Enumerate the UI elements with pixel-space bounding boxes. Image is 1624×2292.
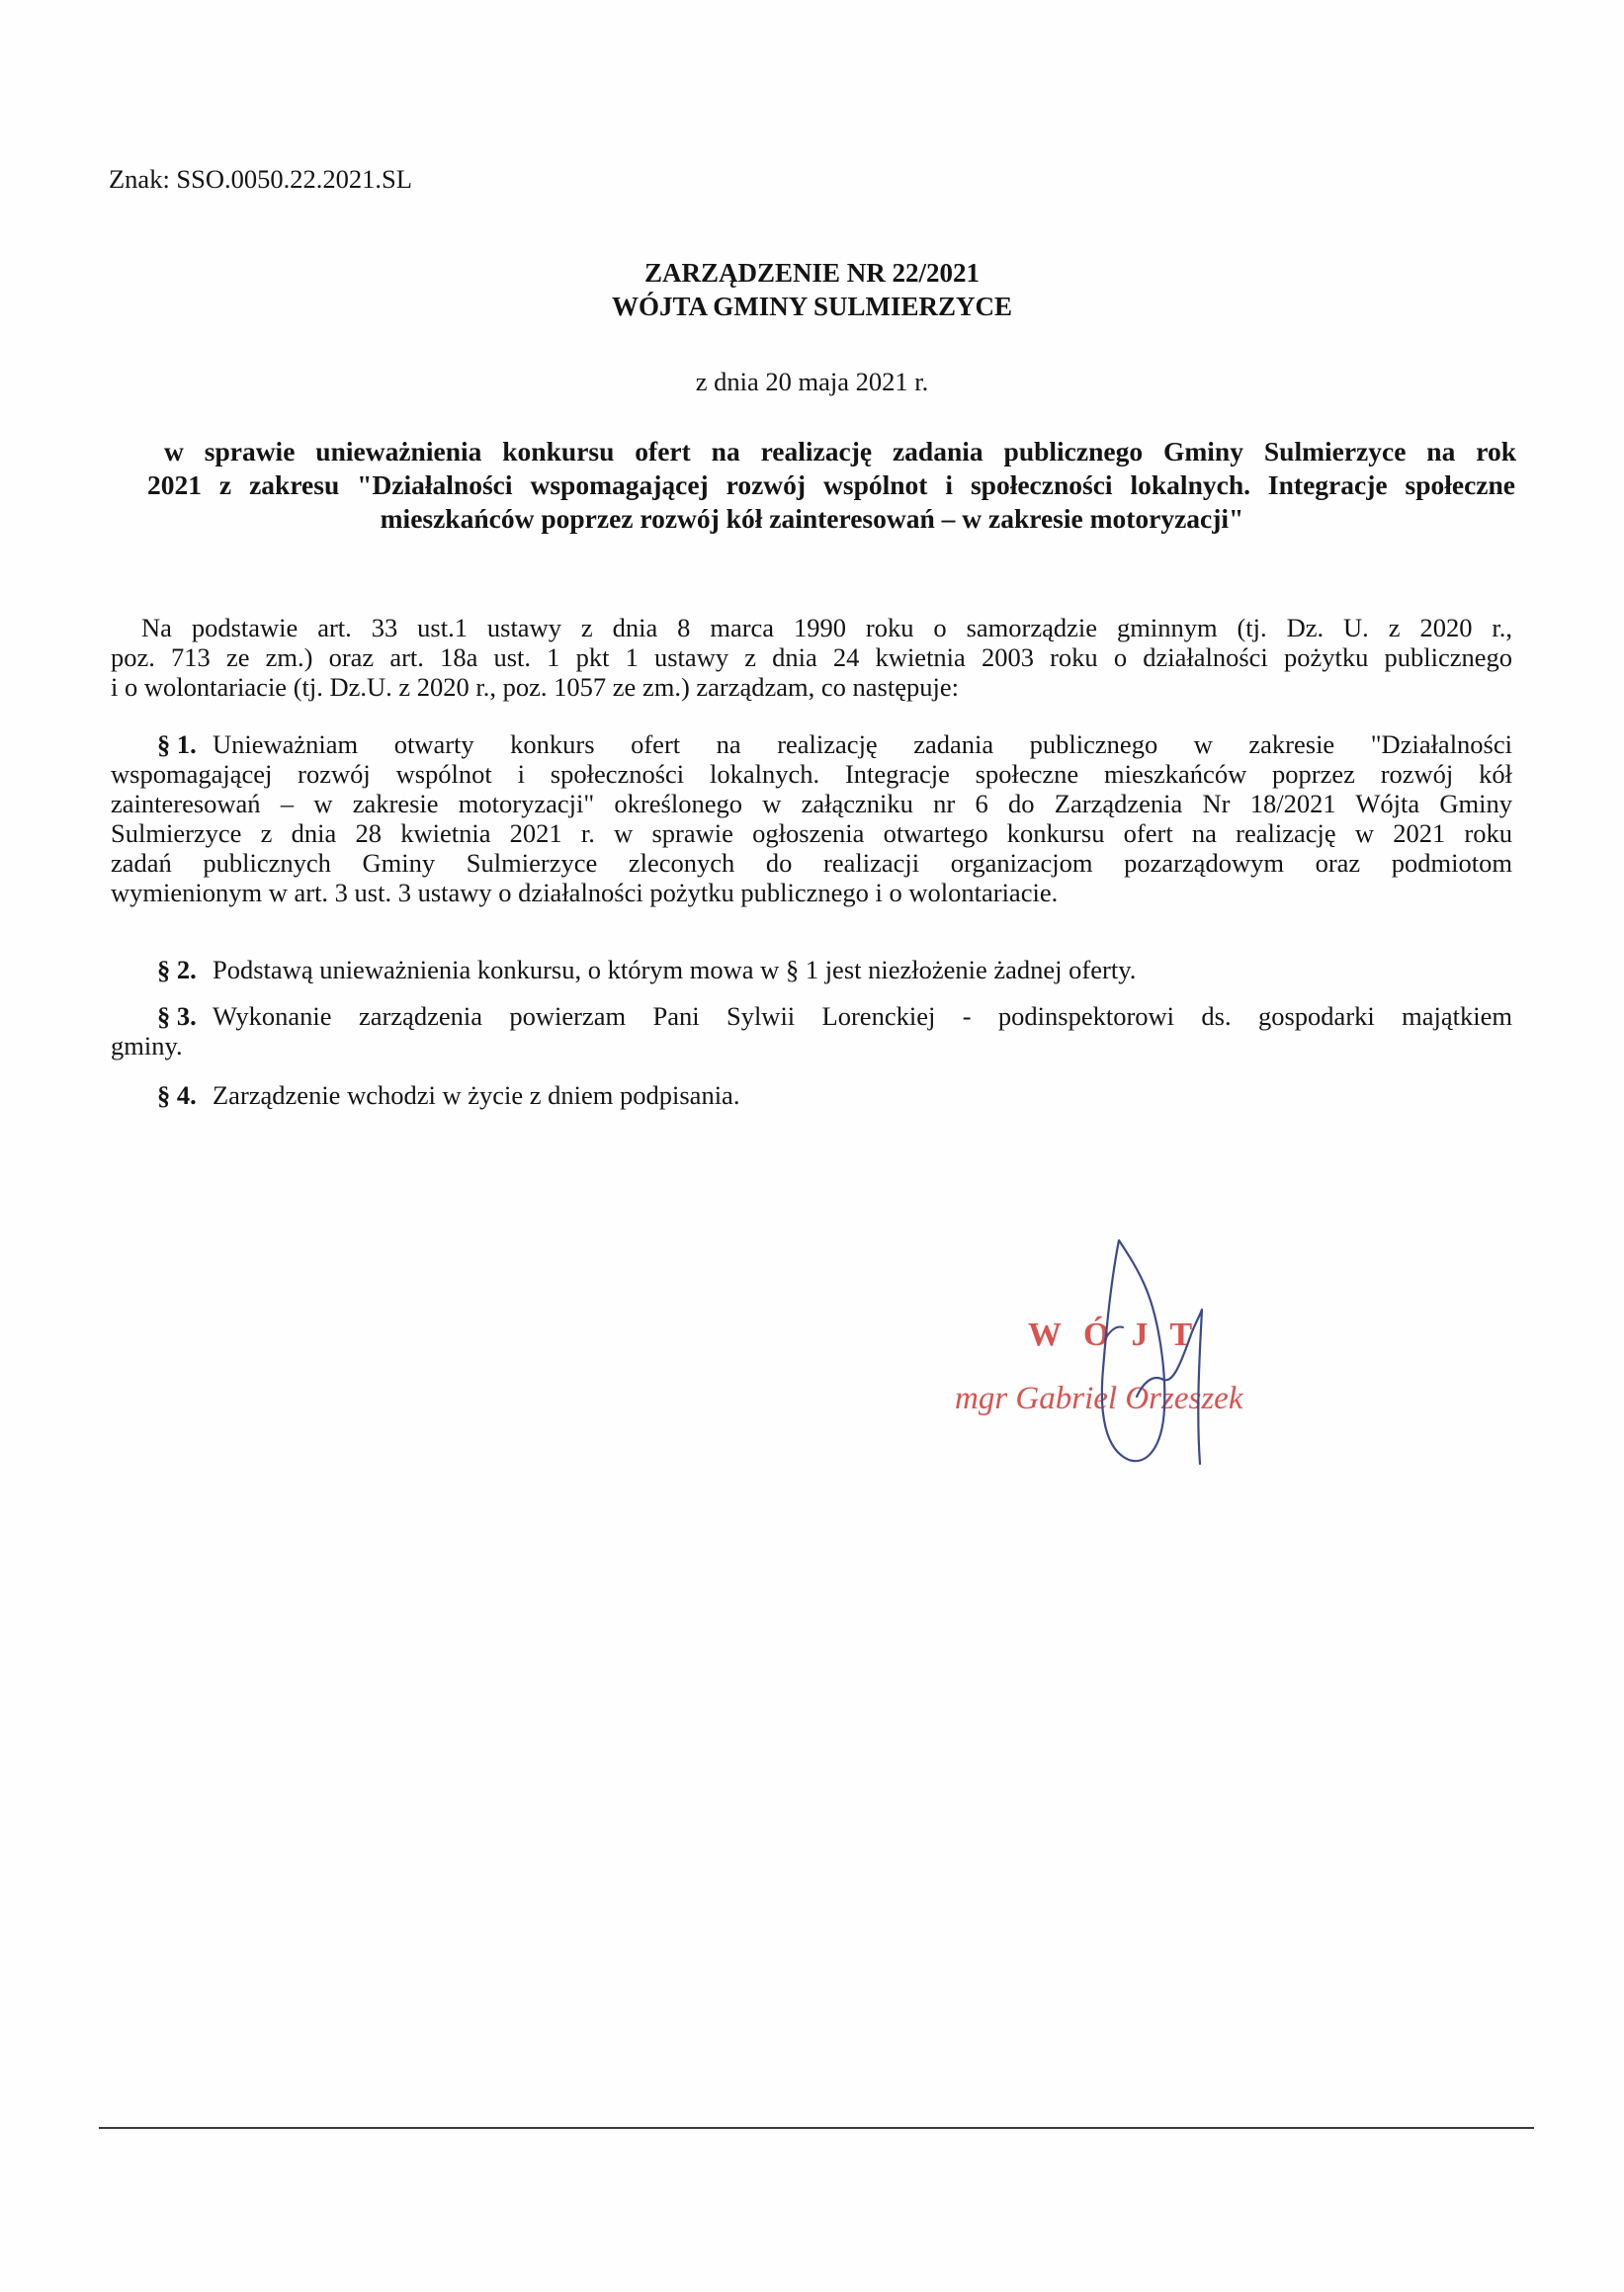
- section-1-line-6: wymienionym w art. 3 ust. 3 ustawy o działalności pożytku publicznego i o wolontariacie.: [111, 878, 1059, 907]
- section-3-line-1: Wykonanie zarządzenia powierzam Pani Sylwii Lorenckiej - podinspektorowi ds. gospodarki majątkiem: [213, 1001, 1512, 1031]
- document-date: z dnia 20 maja 2021 r.: [695, 367, 929, 396]
- stamp-office: WÓJT: [1028, 1316, 1215, 1353]
- section-1-line-3: zainteresowań – w zakresie motoryzacji" określonego w załączniku nr 6 do Zarządzenia Nr 18/2021 Wójta Gminy: [111, 789, 1512, 818]
- handwritten-signature: [1077, 1231, 1275, 1468]
- title-line-1: ZARZĄDZENIE NR 22/2021: [643, 258, 981, 288]
- section-1-line-1: Unieważniam otwarty konkurs ofert na realizację zadania publicznego w zakresie "Działalności: [213, 729, 1512, 759]
- reference-number: Znak: SSO.0050.22.2021.SL: [109, 164, 412, 194]
- title-line-2: WÓJTA GMINY SULMIERZYCE: [611, 292, 1013, 321]
- section-4-line-1: Zarządzenie wchodzi w życie z dniem podpisania.: [213, 1080, 740, 1110]
- section-1-line-2: wspomagającej rozwój wspólnot i społeczności lokalnych. Integracje społeczne mieszkańców poprzez rozwój kół: [111, 759, 1512, 789]
- stamp-name: mgr Gabriel Orzeszek: [955, 1381, 1243, 1416]
- section-3-label: [157, 1001, 197, 1031]
- section-3-line-2: gminy.: [111, 1031, 183, 1061]
- subject-line-2: 2021 z zakresu "Działalności wspomagającej rozwój wspólnot i społeczności lokalnych. Integracje społeczne: [147, 469, 1515, 500]
- section-label: § 4.: [157, 1080, 197, 1110]
- preamble-line-3: i o wolontariacie (tj. Dz.U. z 2020 r., poz. 1057 ze zm.) zarządzam, co następuje:: [111, 672, 959, 702]
- section-2-label: [157, 955, 197, 984]
- preamble-line-2: poz. 713 ze zm.) oraz art. 18a ust. 1 pkt 1 ustawy z dnia 24 kwietnia 2003 roku o działalności pożytku publicznego: [111, 642, 1512, 672]
- section-1-line-5: zadań publicznych Gminy Sulmierzyce zleconych do realizacji organizacjom pozarządowym oraz podmiotom: [111, 848, 1512, 878]
- section-4-label: [157, 1080, 197, 1110]
- section-1-line-4: Sulmierzyce z dnia 28 kwietnia 2021 r. w sprawie ogłoszenia otwartego konkursu ofert na realizację w 2021 roku: [111, 818, 1512, 848]
- subject-line-3: mieszkańców poprzez rozwój kół zainteresowań – w zakresie motoryzacji": [380, 503, 1244, 534]
- footer-rule: [99, 2127, 1534, 2129]
- section-label: § 2.: [157, 955, 197, 984]
- subject-line-1: w sprawie unieważnienia konkursu ofert na realizację zadania publicznego Gminy Sulmierzyce na rok: [164, 436, 1516, 467]
- section-label: § 1.: [157, 729, 197, 759]
- section-1-label: [157, 729, 197, 759]
- section-2-line-1: Podstawą unieważnienia konkursu, o którym mowa w § 1 jest niezłożenie żadnej oferty.: [213, 955, 1137, 984]
- preamble-line-1: Na podstawie art. 33 ust.1 ustawy z dnia 8 marca 1990 roku o samorządzie gminnym (tj. Dz. U. z 2020 r.,: [141, 613, 1512, 642]
- section-label: § 3.: [157, 1001, 197, 1031]
